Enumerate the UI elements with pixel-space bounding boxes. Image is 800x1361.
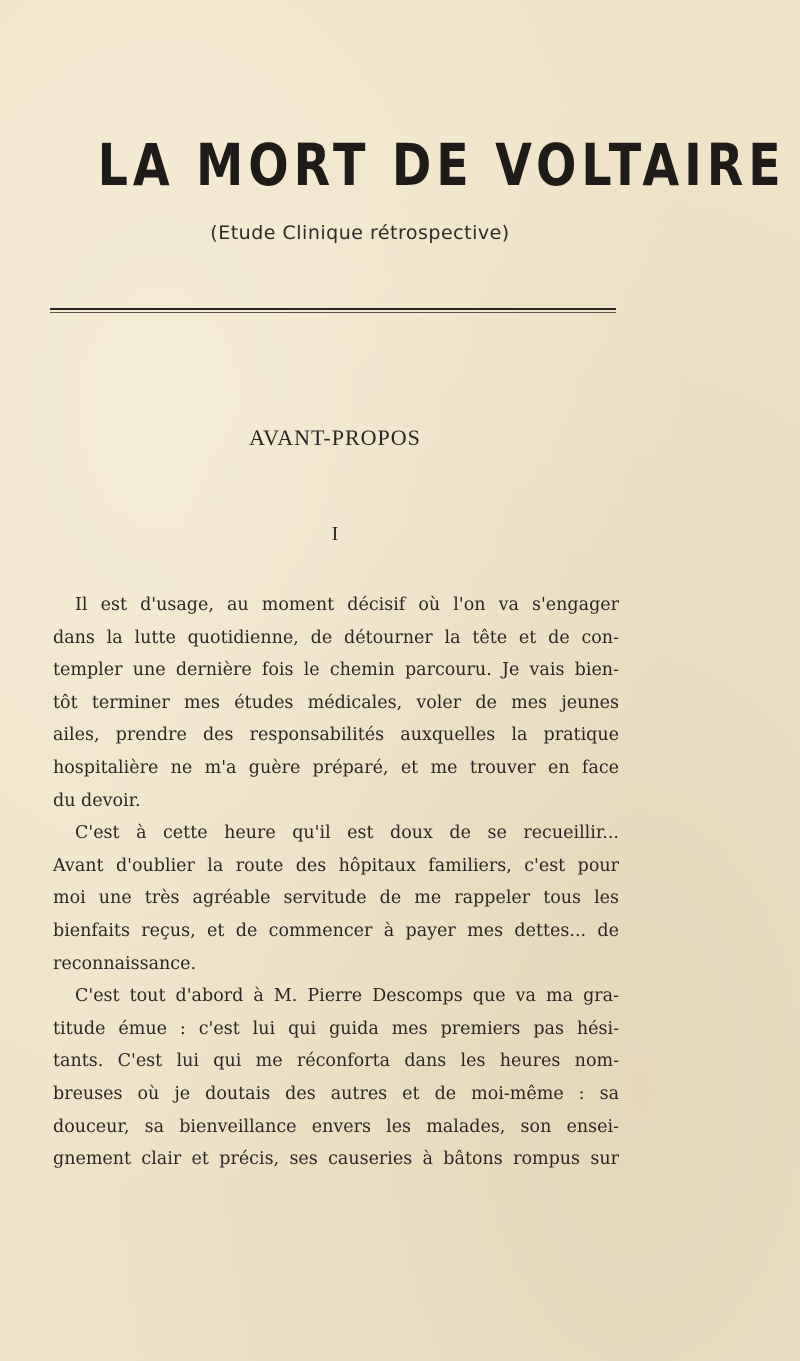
text-line: titude émue : c'est lui qui guida mes premiers pas hési- [53, 1018, 619, 1039]
text-line: Avant d'oublier la route des hôpitaux familiers, c'est pour [53, 855, 619, 876]
title-divider-thin [50, 312, 616, 313]
text-line: du devoir. [53, 790, 141, 811]
main-title: LA MORT DE VOLTAIRE [97, 131, 786, 199]
text-line: C'est à cette heure qu'il est doux de se recueillir... [75, 823, 619, 844]
text-line: reconnaissance. [53, 953, 197, 974]
text-line: bienfaits reçus, et de commencer à payer mes dettes... de [53, 920, 619, 941]
section-heading: AVANT-PROPOS [249, 425, 421, 450]
text-line: douceur, sa bienveillance envers les malades, son ensei- [53, 1116, 619, 1137]
body-text [53, 589, 619, 1176]
text-line: tants. C'est lui qui me réconforta dans les heures nom- [53, 1051, 619, 1072]
text-line: C'est tout d'abord à M. Pierre Descomps que va ma gra- [75, 986, 619, 1007]
subtitle: (Etude Clinique rétrospective) [210, 222, 510, 244]
text-line: Il est d'usage, au moment décisif où l'on va s'engager [75, 595, 619, 615]
text-line: breuses où je doutais des autres et de moi-même : sa [53, 1083, 619, 1104]
text-line: ailes, prendre des responsabilités auxquelles la pratique [53, 725, 619, 746]
text-line: moi une très agréable servitude de me rappeler tous les [53, 888, 619, 909]
section-number: I [331, 523, 339, 545]
text-line: hospitalière ne m'a guère préparé, et me trouver en face [53, 757, 619, 778]
text-line: dans la lutte quotidienne, de détourner la tête et de con- [53, 627, 619, 648]
text-line: gnement clair et précis, ses causeries à bâtons rompus sur [53, 1149, 619, 1170]
title-divider [50, 308, 616, 310]
text-line: tôt terminer mes études médicales, voler de mes jeunes [53, 692, 619, 713]
text-line: templer une dernière fois le chemin parcouru. Je vais bien- [53, 660, 619, 681]
